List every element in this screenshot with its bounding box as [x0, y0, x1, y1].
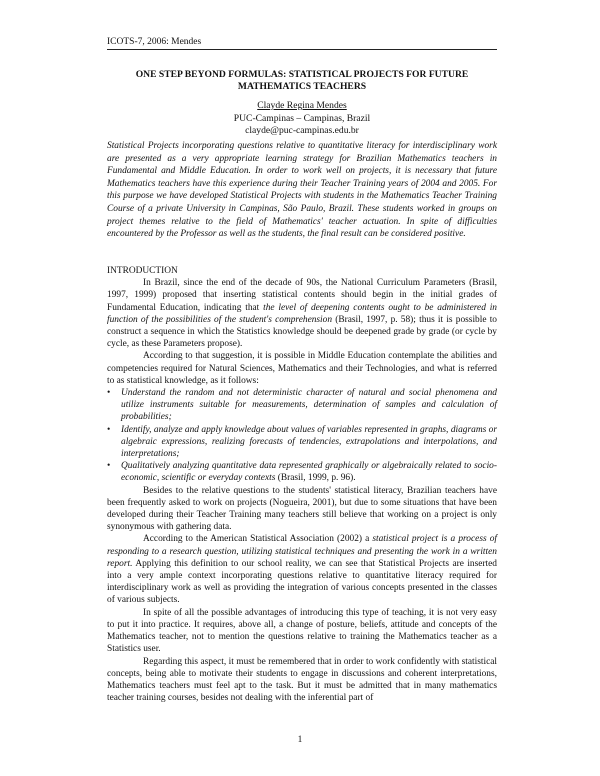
abstract: Statistical Projects incorporating questions relative to quantitative literacy for interdisciplinary work are presented as a very appropriate learning strategy for Brazilian Mathematics teachers in Fundamental and Middle Education. In order to work well on projects, it is necessary that future Mathematics teachers have this experience during their Teacher Training years of 2004 and 2005. For this purpose we have developed Statistical Projects with students in the Mathematics Teacher Training Course of a private University in Campinas, São Paulo, Brazil. These students worked in groups on project themes relative to the field of Mathematics' teacher actuation. In spite of difficulties encountered by the Professor as well as the students, the final result can be considered positive. — [107, 141, 497, 240]
bullet-icon: • — [107, 424, 111, 435]
bullet-icon: • — [107, 461, 111, 472]
p4-text-b: Applying this definition to our school reality, we can see that Statistical Projects are inserted into a very ample context incorporating questions relative to quantitative literacy required for interdisciplinary work as well as providing the integration of various concepts presented in the classes of various subjects. — [107, 558, 497, 606]
bullet-list — [107, 387, 497, 485]
bullet-item-2 — [107, 424, 497, 461]
section-heading: INTRODUCTION — [107, 266, 178, 276]
intro-paragraph-1 — [107, 277, 497, 350]
bullet-icon: • — [107, 388, 111, 399]
bullet-3-text-italic: Qualitatively analyzing quantitative data represented graphically or algebraically related to socio-economic, scientific or everyday contexts — [121, 461, 497, 484]
p4-text-italic: statistical project is a process of responding to a research question, utilizing statistical techniques and presenting the work in a written report. — [107, 534, 497, 569]
p4-text-a: According to the American Statistical Association (2002) a — [143, 534, 373, 545]
author-email: clayde@puc-campinas.edu.br — [245, 125, 359, 136]
p1-text-italic: the level of deepening contents ought to be administered in function of the possibilities of the student's comprehension — [107, 302, 497, 325]
running-header: ICOTS-7, 2006: Mendes — [107, 37, 497, 50]
title-line-1: ONE STEP BEYOND FORMULAS: STATISTICAL PROJECTS FOR FUTURE — [135, 69, 469, 80]
author-affiliation: PUC-Campinas – Campinas, Brazil — [233, 112, 371, 124]
intro-paragraph-4 — [107, 533, 497, 606]
p1-text-a: In Brazil, since the end of the decade of 90s, the National Curriculum Parameters (Brasil, 1997, 1999) proposed that inserting statistical contents should begin in the initial grades of Fundamental Education, indicating that — [107, 278, 497, 313]
bullet-item-3 — [107, 460, 497, 484]
intro-paragraph-2: According to that suggestion, it is possible in Middle Education contemplate the abilities and competencies required for Natural Sciences, Mathematics and their Technologies, and what is referred to as statistical knowledge, as it follows: — [107, 351, 497, 386]
p1-text-b: (Brasil, 1997, p. 58); thus it is possible to construct a sequence in which the Statistics knowledge should be deepened grade by grade (or cycle by cycle, as these Parameters propose). — [107, 314, 497, 350]
bullet-item-1 — [107, 387, 497, 424]
bullet-2-text: Identify, analyze and apply knowledge about values of variables represented in graphs, diagrams or algebraic expressions, realizing forecasts of tendencies, extrapolations and interpolations, and interpretations; — [121, 424, 497, 460]
intro-paragraph-6: Regarding this aspect, it must be remembered that in order to work confidently with statistical concepts, being able to motivate their students to engage in discussions and coherent interpretations, Mathematics teachers must feel apt to the task. But it must be admitted that in many mathematics teacher training courses, besides not dealing with the inferential part of — [107, 656, 497, 704]
intro-paragraph-5: In spite of all the possible advantages of introducing this type of teaching, it is not very easy to put it into practice. It requires, above all, a change of posture, beliefs, attitude and concepts of the Mathematics teacher, not to mention the questions relative to training the Mathematics teacher as a Statistics user. — [107, 607, 497, 655]
introduction-section — [107, 265, 497, 704]
author-name: Clayde Regina Mendes — [257, 100, 347, 111]
bullet-3-text-rest: (Brasil, 1999, p. 96). — [275, 473, 356, 484]
author-block — [107, 100, 497, 138]
bullet-1-text: Understand the random and not deterministic character of natural and social phenomena and utilize instruments suitable for measurements, determination of samples and calculation of probabilities; — [121, 388, 497, 423]
paper-title — [107, 69, 497, 93]
page-number: 1 — [297, 735, 303, 745]
intro-paragraph-3: Besides to the relative questions to the students' statistical literacy, Brazilian teachers have been frequently asked to work on projects (Nogueira, 2001), but due to some situations that have been developed during their Teacher Training many teachers still believe that working on a project is only synonymous with gathering data. — [107, 485, 497, 533]
title-line-2: MATHEMATICS TEACHERS — [237, 81, 367, 92]
